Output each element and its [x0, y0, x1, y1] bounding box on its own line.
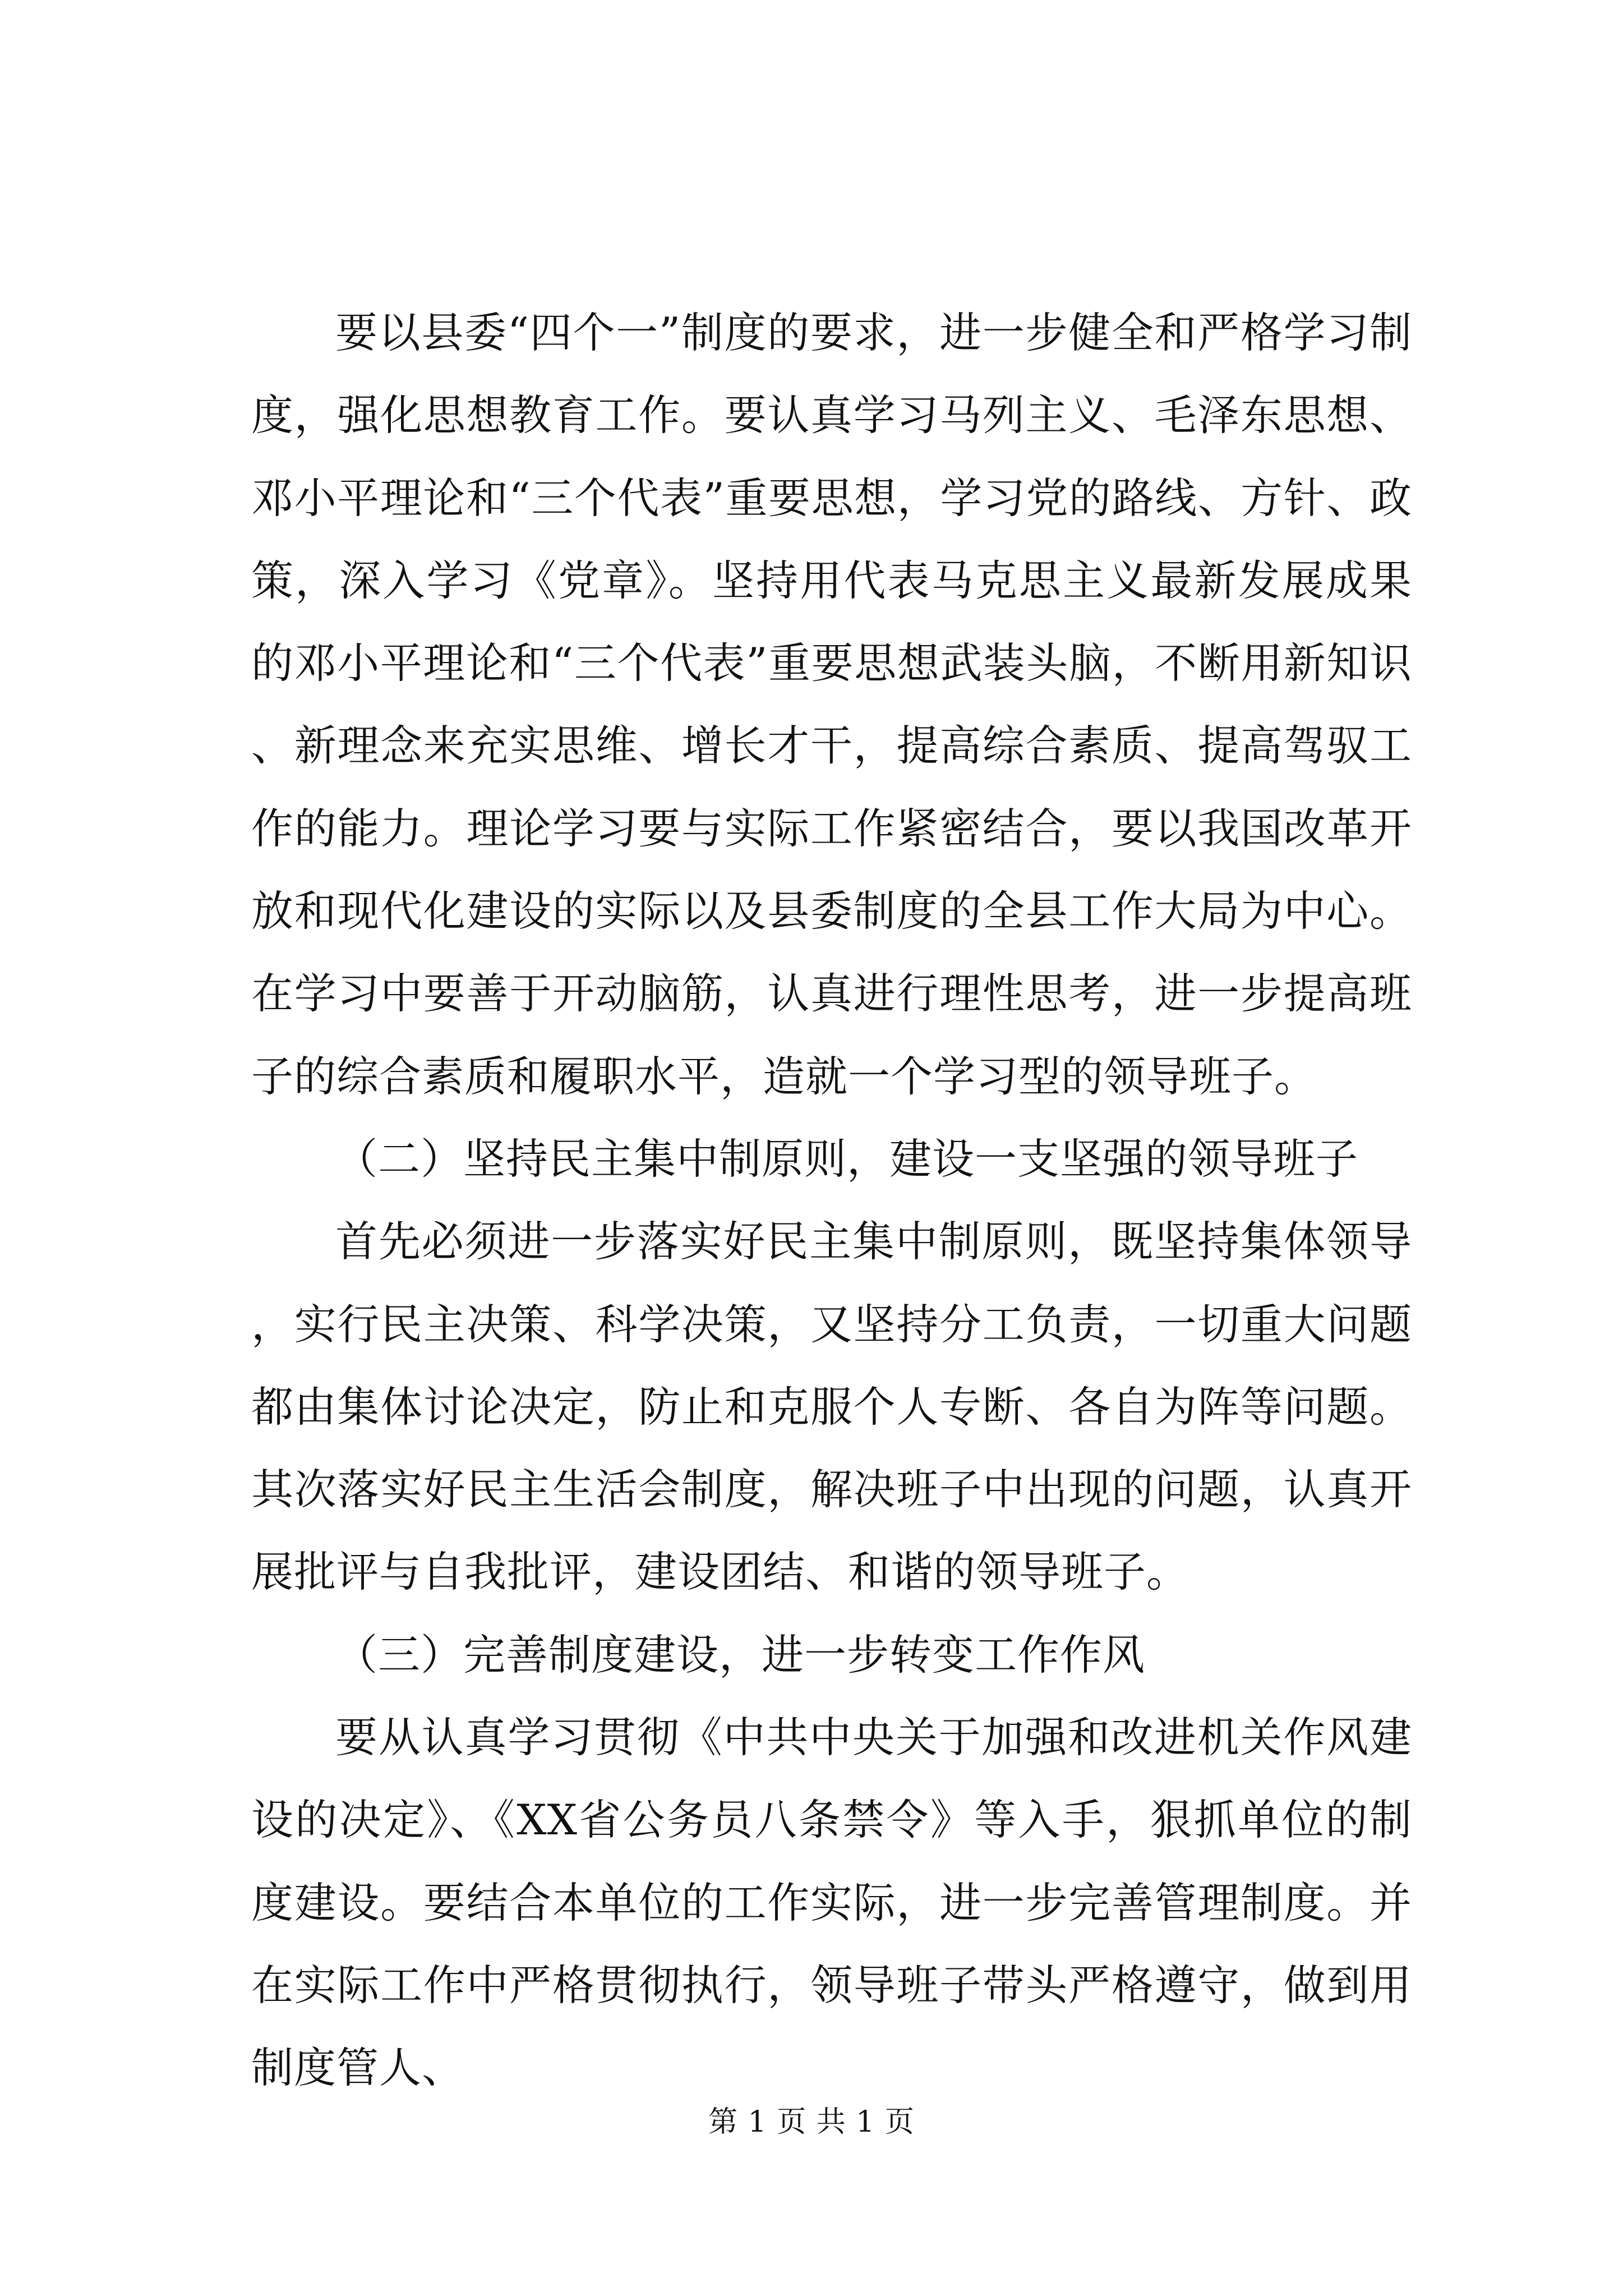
- paragraph-system-building: 要从认真学习贯彻《中共中央关于加强和改进机关作风建设的决定》、《XX省公务员八条禁令》等入手，狠抓单位的制度建设。要结合本单位的工作实际，进一步完善管理制度。并在实际工作中严格贯彻执行，领导班子带头严格遵守，做到用制度管人、: [251, 1713, 1412, 2093]
- section-heading-democratic-centralism: （二）坚持民主集中制原则，建设一支坚强的领导班子: [335, 1134, 1359, 1184]
- paragraph-democratic-centralism: 首先必须进一步落实好民主集中制原则，既坚持集体领导，实行民主决策、科学决策，又坚持分工负责，一切重大问题都由集体讨论决定，防止和克服个人专断、各自为阵等问题。其次落实好民主生活会制度，解决班子中出现的问题，认真开展批评与自我批评，建设团结、和谐的领导班子。: [251, 1217, 1412, 1597]
- section-heading-system-building: （三）完善制度建设，进一步转变工作作风: [335, 1630, 1146, 1680]
- document-body: [251, 292, 1412, 2110]
- paragraph-study-system: 要以县委“四个一”制度的要求，进一步健全和严格学习制度，强化思想教育工作。要认真学习马列主义、毛泽东思想、邓小平理论和“三个代表”重要思想，学习党的路线、方针、政策，深入学习《党章》。坚持用代表马克思主义最新发展成果的邓小平理论和“三个代表”重要思想武装头脑，不断用新知识、新理念来充实思维、增长才干，提高综合素质、提高驾驭工作的能力。理论学习要与实际工作紧密结合，要以我国改革开放和现代化建设的实际以及县委制度的全县工作大局为中心。在学习中要善于开动脑筋，认真进行理性思考，进一步提高班子的综合素质和履职水平，造就一个学习型的领导班子。: [251, 308, 1412, 1101]
- page-footer: 第 1 页 共 1 页: [708, 2105, 915, 2139]
